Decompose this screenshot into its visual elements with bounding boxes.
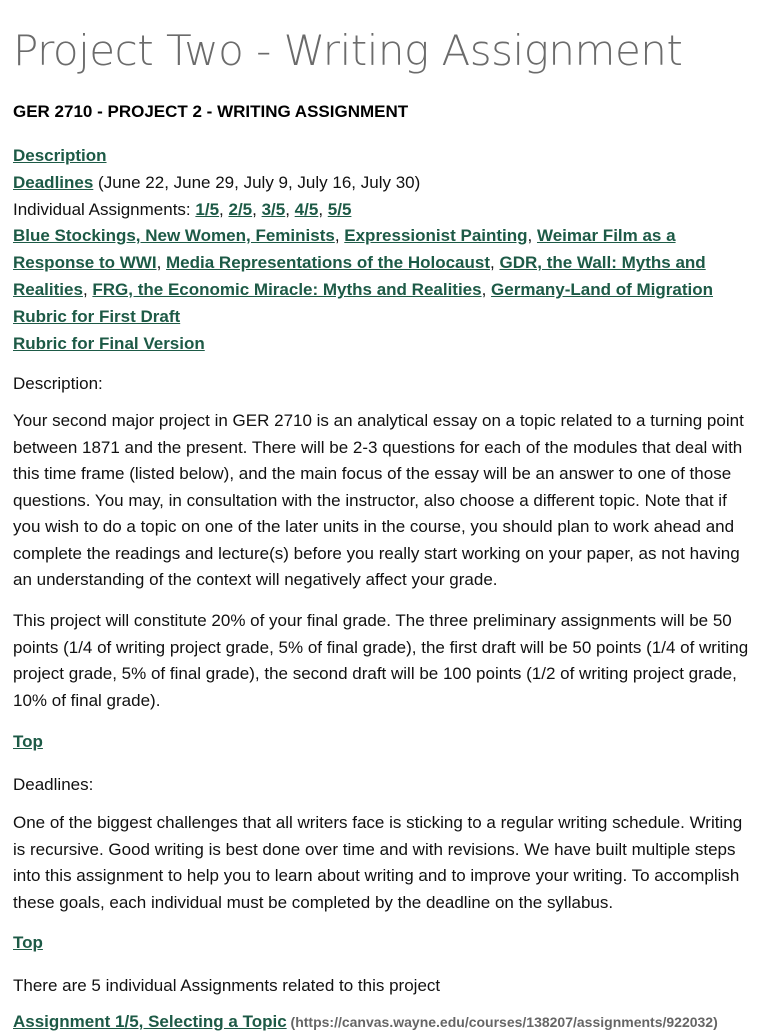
topic-weimar-film-link[interactable]: Weimar Film as a: [536, 226, 676, 246]
deadlines-link[interactable]: Deadlines: [13, 172, 94, 192]
assignments-intro-block: [13, 973, 755, 1000]
description-paragraph-2: This project will constitute 20% of your final grade. The three preliminary assignments will be 50 points (1/4 of writing project grade, 5% of final grade), the first draft will be 50 points (1/4 of writing project grade, 5% of final grade), the second draft will be 100 points (1/2 of writing project grade, 10% of final grade).: [13, 611, 749, 710]
deadlines-paragraph: One of the biggest challenges that all writers face is sticking to a regular writing schedule. Writing is recursive. Good writing is best done over time and with revisions. We have built multiple steps into this assignment to help you to learn about writing and to improve your writing. To accomplish these goals, each individual must be completed by the deadline on the syllabus.: [13, 813, 743, 912]
separator: ,: [318, 199, 328, 219]
separator: ,: [334, 226, 345, 246]
top-link-block-1: [13, 732, 755, 752]
topic-expressionist-painting-link[interactable]: Expressionist Painting: [344, 226, 528, 246]
description-paragraph-2-block: [13, 608, 755, 714]
separator: ,: [481, 279, 492, 299]
assignment-1-selecting-topic-link[interactable]: Assignment 1/5, Selecting a Topic: [13, 1012, 287, 1031]
separator: ,: [490, 253, 500, 273]
topic-blue-stockings-link[interactable]: Blue Stockings, New Women, Feminists: [13, 226, 335, 246]
topic-weimar-film-link-cont[interactable]: Response to WWI: [13, 253, 157, 273]
topic-migration-link[interactable]: Germany-Land of Migration: [491, 279, 714, 299]
deadline-dates: (June 22, June 29, July 9, July 16, July 30): [93, 172, 421, 192]
deadlines-paragraph-block: [13, 810, 755, 916]
assignment-2-link[interactable]: 2/5: [228, 199, 253, 219]
assignment-3-link[interactable]: 3/5: [261, 199, 286, 219]
top-link-block-2: [13, 933, 755, 953]
page-title: Project Two - Writing Assignment: [13, 26, 683, 75]
description-heading-block: [13, 371, 755, 398]
description-paragraph-1-block: [13, 408, 755, 594]
separator: ,: [252, 199, 262, 219]
assignments-intro: There are 5 individual Assignments related to this project: [13, 976, 441, 995]
table-of-contents: [13, 143, 755, 357]
topic-gdr-wall-link[interactable]: GDR, the Wall: Myths and: [499, 253, 706, 273]
rubric-final-version-link[interactable]: Rubric for Final Version: [13, 333, 205, 353]
assignment-1-url: (https://canvas.wayne.edu/courses/138207/assignments/922032): [286, 1014, 718, 1030]
page-subheading: GER 2710 - PROJECT 2 - WRITING ASSIGNMENT: [13, 102, 409, 121]
individual-assignments-label: Individual Assignments:: [13, 199, 196, 219]
topic-frg-miracle-link[interactable]: FRG, the Economic Miracle: Myths and Realities: [92, 279, 482, 299]
separator: ,: [82, 279, 93, 299]
assignment-1-link[interactable]: 1/5: [195, 199, 220, 219]
description-link[interactable]: Description: [13, 146, 107, 165]
assignment-5-link[interactable]: 5/5: [327, 199, 352, 219]
separator: ,: [156, 253, 167, 273]
topic-holocaust-media-link[interactable]: Media Representations of the Holocaust: [166, 253, 491, 273]
top-link[interactable]: Top: [13, 732, 43, 751]
deadlines-heading: Deadlines:: [13, 775, 94, 794]
topic-gdr-wall-link-cont[interactable]: Realities: [13, 279, 83, 299]
assignment-1-heading: [13, 1012, 755, 1032]
description-paragraph-1: Your second major project in GER 2710 is an analytical essay on a topic related to a turning point between 1871 and the present. There will be 2-3 questions for each of the modules that deal with this time frame (listed below), and the main focus of the essay will be an answer to one of those questions. You may, in consultation with the instructor, also choose a different topic. Note that if you wish to do a topic on one of the later units in the course, you should plan to work ahead and complete the readings and lecture(s) before you really start working on your paper, as not having an understanding of the context will negatively affect your grade.: [13, 411, 744, 589]
top-link[interactable]: Top: [13, 933, 43, 952]
separator: ,: [219, 199, 229, 219]
rubric-first-draft-link[interactable]: Rubric for First Draft: [13, 306, 181, 326]
separator: ,: [527, 226, 537, 246]
deadlines-heading-block: [13, 772, 755, 799]
separator: ,: [285, 199, 295, 219]
description-heading: Description:: [13, 374, 103, 393]
assignment-4-link[interactable]: 4/5: [294, 199, 319, 219]
